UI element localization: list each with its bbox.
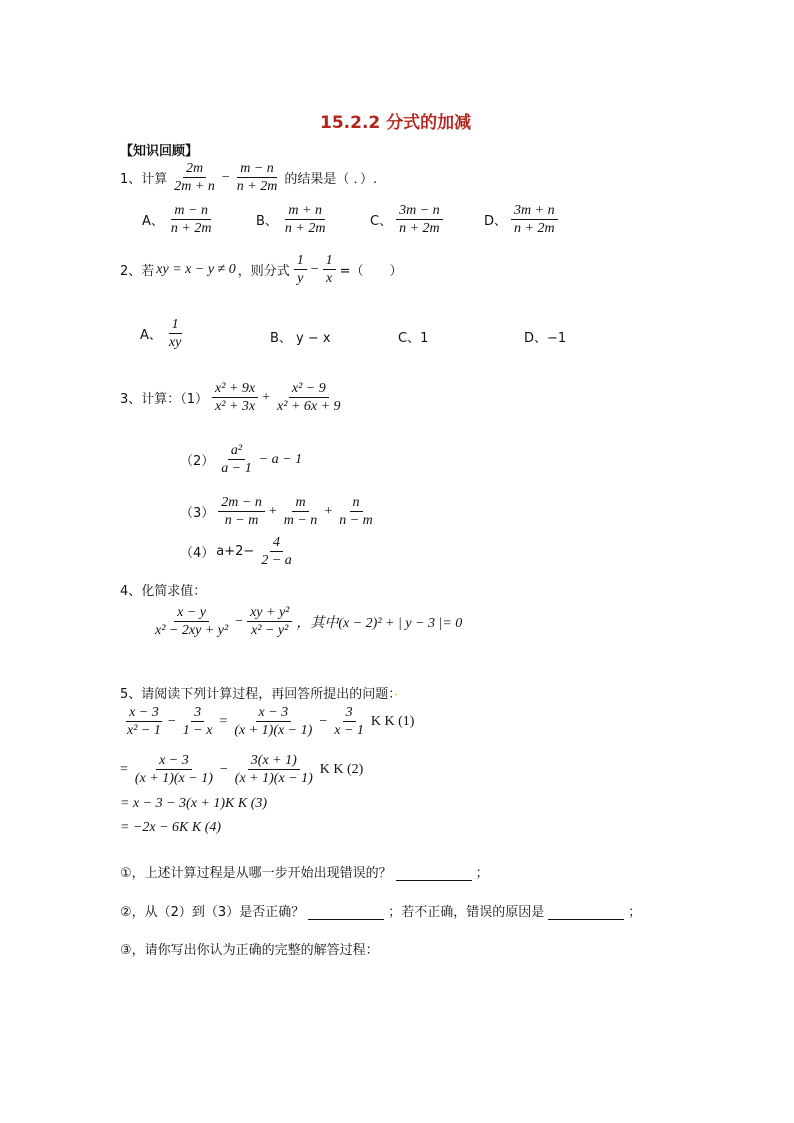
q5-ask-1 [120, 862, 489, 881]
q2-fraction-1: $\frac{1}{y}$ [294, 252, 307, 287]
q4-fraction-2: $\frac{\text{xy + y²}}{\text{x² − y²}}$ [247, 604, 292, 639]
q1-fraction-1: $\frac{2m}{2m + n}$ [174, 161, 215, 194]
q3-p3-fraction-3: $\frac{n}{n - m}$ [339, 495, 373, 528]
q2-condition: xy = x − y ≠ 0 [156, 261, 236, 277]
ask-end: ； [628, 905, 642, 920]
q1-minus: − [221, 169, 230, 185]
q5-ask-2 [120, 901, 641, 920]
q3-p2-fraction: $\frac{\text{a²}}{a - 1}$ [221, 443, 252, 476]
q1-option-c [370, 202, 445, 237]
question-5-label [120, 683, 398, 702]
q5-ask-3: ③，请你写出你认为正确的完整的解答过程： [120, 943, 379, 958]
part-label: （2） [180, 454, 215, 469]
question-2 [120, 252, 403, 287]
minus-sign: − [167, 713, 176, 729]
option-fraction: $\frac{3m - n}{n + 2m}$ [396, 202, 443, 237]
q2-option-a [140, 316, 186, 351]
equals-sign: = [120, 761, 128, 777]
q1-option-a [142, 202, 216, 237]
plus-sign: + [262, 389, 271, 405]
question-3-part-1 [120, 380, 346, 415]
ask-text: ②，从（2）到（3）是否正确？ [120, 905, 305, 920]
plus-sign: + [324, 503, 333, 519]
section-heading: 【知识回顾】 [120, 144, 199, 159]
answer-blank-3[interactable] [548, 907, 624, 920]
option-fraction: $\frac{m - n}{n + 2m}$ [170, 203, 212, 236]
q1-option-b [256, 202, 330, 237]
plus-sign: + [268, 503, 277, 519]
answer-blank-2[interactable] [308, 907, 384, 920]
minus-sign: − [319, 713, 328, 729]
q2-option-c: C、1 [398, 331, 429, 346]
mark-dot: · [394, 690, 398, 701]
q3-p1-fraction-1: $\frac{\text{x² + 9x}}{\text{x² + 3x}}$ [212, 380, 258, 415]
q3-p3-fraction-2: $\frac{m}{m - n}$ [283, 495, 318, 528]
q3-p3-fraction-1: $\frac{2m - n}{n - m}$ [218, 494, 265, 529]
ask-mid: ；若不正确，错误的原因是 [388, 905, 545, 920]
q3-p4-lead: a+2− [216, 544, 255, 559]
q2-mid-text: ，则分式 [237, 264, 290, 279]
question-3-part-3 [180, 494, 378, 529]
option-label: D、 [484, 214, 508, 229]
q1-fraction-2: $\frac{m - n}{n + 2m}$ [236, 161, 278, 194]
question-4-expression [150, 604, 462, 639]
q3-p1-fraction-2: $\frac{\text{x² − 9}}{\text{x² + 6x + 9}}$ [277, 381, 341, 414]
ask-end: ； [475, 866, 489, 881]
q2-label: 2、若 [120, 264, 155, 279]
option-label: A、 [142, 214, 164, 229]
minus-sign: − [219, 761, 228, 777]
question-4-label: 4、化简求值： [120, 584, 207, 599]
option-fraction: $\frac{3m + n}{n + 2m}$ [511, 202, 558, 237]
equals-sign: = [219, 713, 228, 729]
q5-line-2 [120, 752, 363, 787]
option-label: B、 [256, 214, 278, 229]
q5-l2-fraction-2: $\frac{3(x + 1)}{(x + 1)(x - 1)}$ [234, 753, 313, 786]
q5-line-3: = x − 3 − 3(x + 1)K K (3) [120, 796, 268, 811]
option-label: C、 [370, 214, 393, 229]
q3-p4-fraction: $\frac{4}{2 - a}$ [261, 535, 292, 568]
q1-label: 1、计算 [120, 172, 168, 187]
option-fraction: $\frac{m + n}{n + 2m}$ [284, 203, 326, 236]
q5-line-1 [122, 704, 414, 739]
part-label: （3） [180, 506, 215, 521]
q2-option-b: B、 y − x [270, 331, 331, 346]
q5-l1-fraction-2: $\frac{3}{1 - x}$ [182, 705, 213, 738]
q2-minus: − [310, 261, 319, 277]
step-tag: K K (2) [319, 761, 364, 777]
option-fraction: $\frac{1}{xy}$ [168, 317, 182, 350]
minus-sign: − [235, 613, 244, 629]
q4-fraction-1: $\frac{x - y}{\text{x² − 2xy + y²}}$ [155, 605, 229, 638]
q5-l1-fraction-4: $\frac{3}{x - 1}$ [334, 705, 364, 738]
q1-suffix: 的结果是（ ．）. [284, 172, 378, 187]
step-tag: K K (1) [370, 713, 415, 729]
q5-l1-fraction-3: $\frac{x - 3}{(x + 1)(x - 1)}$ [234, 705, 313, 738]
q4-condition: ，其中(x − 2)² + | y − 3 |= 0 [296, 615, 463, 631]
q3-label: 3、计算：（1） [120, 392, 209, 407]
ask-text: ①，上述计算过程是从哪一步开始出现错误的？ [120, 866, 392, 881]
part-label: （4） [180, 546, 215, 561]
question-3-part-2 [180, 442, 302, 477]
q2-fraction-2: $\frac{1}{x}$ [323, 252, 336, 287]
q2-option-d: D、−1 [524, 331, 567, 346]
q5-label-text: 5、请阅读下列计算过程，再回答所提出的问题： [120, 687, 395, 702]
q1-option-d [484, 202, 560, 237]
answer-blank-1[interactable] [396, 868, 472, 881]
question-1 [120, 160, 377, 195]
question-3-part-4 [180, 534, 297, 569]
q5-l1-fraction-1: $\frac{x - 3}{\text{x² − 1}}$ [127, 705, 161, 738]
q3-p2-tail: − a − 1 [258, 451, 303, 467]
page-title: 15.2.2 分式的加减 [320, 113, 472, 133]
q5-l2-fraction-1: $\frac{x - 3}{(x + 1)(x - 1)}$ [134, 753, 213, 786]
q5-line-4: = −2x − 6K K (4) [120, 820, 222, 835]
option-label: A、 [140, 328, 162, 343]
q2-suffix: =（ ） [339, 264, 403, 279]
